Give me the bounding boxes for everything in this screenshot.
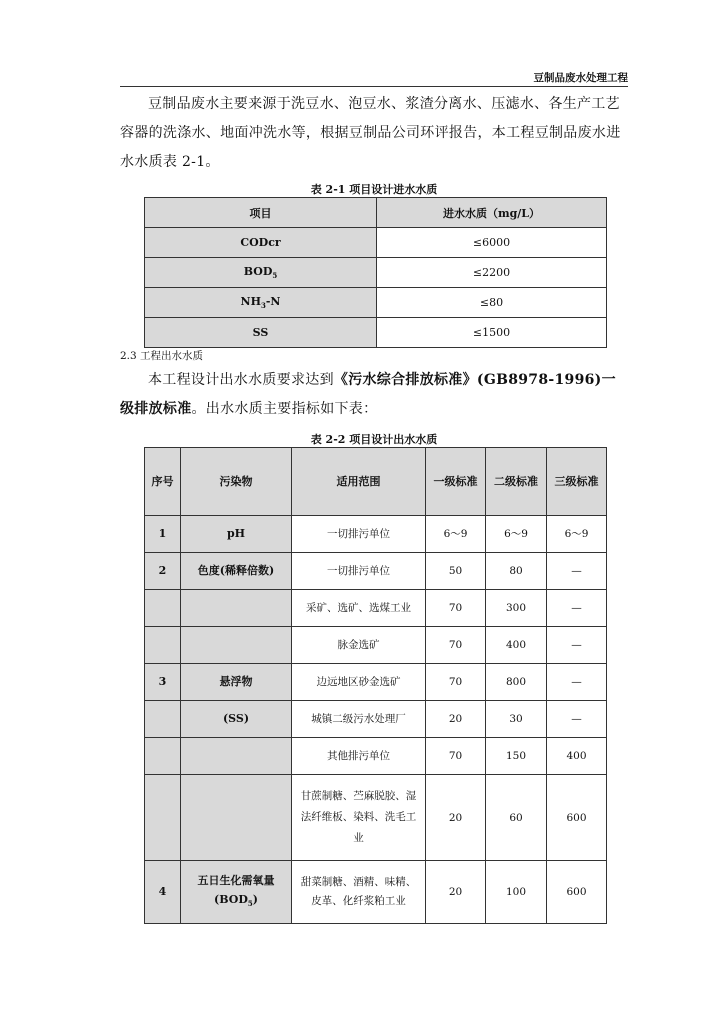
table-cell: 20 bbox=[426, 701, 486, 738]
table-cell: 800 bbox=[486, 664, 547, 701]
table-cell: ≤2200 bbox=[377, 258, 607, 288]
table-cell: 6～9 bbox=[486, 516, 547, 553]
table-cell: — bbox=[547, 701, 607, 738]
table-header-row bbox=[145, 448, 607, 516]
table-cell: 城镇二级污水处理厂 bbox=[292, 701, 426, 738]
table-cell: 其他排污单位 bbox=[292, 738, 426, 775]
table-row bbox=[145, 701, 607, 738]
paragraph-text: 。出水水质主要指标如下表： bbox=[191, 401, 378, 417]
table-row bbox=[145, 318, 607, 348]
column-header: 项目 bbox=[145, 198, 377, 228]
table-cell: 20 bbox=[426, 861, 486, 924]
cell-text: ) bbox=[252, 892, 258, 906]
table-cell: 600 bbox=[547, 861, 607, 924]
cell-text: NH bbox=[240, 294, 261, 308]
outflow-paragraph bbox=[120, 366, 630, 424]
table-row bbox=[145, 516, 607, 553]
cell-text: BOD bbox=[243, 264, 273, 278]
table-cell bbox=[181, 738, 292, 775]
table-cell: 70 bbox=[426, 590, 486, 627]
table-cell bbox=[181, 627, 292, 664]
table-cell: 悬浮物 bbox=[181, 664, 292, 701]
column-header: 适用范围 bbox=[292, 448, 426, 516]
table-cell: SS bbox=[145, 318, 377, 348]
table-cell: 一切排污单位 bbox=[292, 516, 426, 553]
table-cell bbox=[145, 701, 181, 738]
table-cell bbox=[145, 627, 181, 664]
table-cell bbox=[145, 775, 181, 861]
column-header: 污染物 bbox=[181, 448, 292, 516]
table-cell: — bbox=[547, 664, 607, 701]
table-cell: 400 bbox=[547, 738, 607, 775]
table-cell: 60 bbox=[486, 775, 547, 861]
table-cell bbox=[145, 590, 181, 627]
table-cell: 6～9 bbox=[547, 516, 607, 553]
inflow-quality-table bbox=[144, 197, 607, 348]
table-cell: 70 bbox=[426, 664, 486, 701]
table-cell: — bbox=[547, 553, 607, 590]
table-row bbox=[145, 861, 607, 924]
subscript: 3 bbox=[260, 301, 266, 311]
table-cell: ≤1500 bbox=[377, 318, 607, 348]
table-cell: 600 bbox=[547, 775, 607, 861]
table-row bbox=[145, 228, 607, 258]
cell-text: -N bbox=[265, 294, 281, 308]
table-cell: 70 bbox=[426, 738, 486, 775]
section-heading: 2.3 工程出水水质 bbox=[120, 350, 204, 362]
table-cell: 3 bbox=[145, 664, 181, 701]
table-cell bbox=[181, 590, 292, 627]
table-row bbox=[145, 258, 607, 288]
subscript: 5 bbox=[247, 899, 253, 909]
table-cell: 80 bbox=[486, 553, 547, 590]
column-header: 进水水质（mg/L） bbox=[377, 198, 607, 228]
table-cell: — bbox=[547, 590, 607, 627]
table-cell: 边远地区砂金选矿 bbox=[292, 664, 426, 701]
table-cell: pH bbox=[181, 516, 292, 553]
table-cell: 4 bbox=[145, 861, 181, 924]
table-row bbox=[145, 664, 607, 701]
table-cell: 400 bbox=[486, 627, 547, 664]
table-cell: ≤80 bbox=[377, 288, 607, 318]
standard-name: 《污水综合排放标准》(GB8978-1996)一级排放标准 bbox=[120, 372, 616, 417]
table-cell: 300 bbox=[486, 590, 547, 627]
table-cell: — bbox=[547, 627, 607, 664]
table-cell: 150 bbox=[486, 738, 547, 775]
table-cell: (SS) bbox=[181, 701, 292, 738]
outflow-quality-table bbox=[144, 447, 607, 924]
table-row bbox=[145, 590, 607, 627]
subscript: 5 bbox=[272, 271, 278, 281]
table-cell: 50 bbox=[426, 553, 486, 590]
column-header: 二级标准 bbox=[486, 448, 547, 516]
page-header: 豆制品废水处理工程 bbox=[120, 70, 628, 87]
table-cell: 色度(稀释倍数) bbox=[181, 553, 292, 590]
table-cell: 6～9 bbox=[426, 516, 486, 553]
table-cell: 采矿、选矿、选煤工业 bbox=[292, 590, 426, 627]
table-cell bbox=[145, 288, 377, 318]
table1-caption: 表 2-1 项目设计进水水质 bbox=[310, 183, 438, 196]
table-cell bbox=[181, 861, 292, 924]
table-cell: 30 bbox=[486, 701, 547, 738]
column-header: 序号 bbox=[145, 448, 181, 516]
table-cell: 2 bbox=[145, 553, 181, 590]
cell-text: 五日生化需氧量 bbox=[197, 873, 275, 887]
table-row bbox=[145, 553, 607, 590]
table-cell: 100 bbox=[486, 861, 547, 924]
table-cell: 脉金选矿 bbox=[292, 627, 426, 664]
table-header-row bbox=[145, 198, 607, 228]
table-cell: 甘蔗制糖、苎麻脱胶、湿法纤维板、染料、洗毛工业 bbox=[292, 775, 426, 861]
table-row bbox=[145, 775, 607, 861]
table-cell: ≤6000 bbox=[377, 228, 607, 258]
paragraph-text: 本工程设计出水水质要求达到 bbox=[148, 372, 334, 388]
table-cell: 1 bbox=[145, 516, 181, 553]
column-header: 一级标准 bbox=[426, 448, 486, 516]
column-header: 三级标准 bbox=[547, 448, 607, 516]
table-cell bbox=[145, 258, 377, 288]
table-cell: 70 bbox=[426, 627, 486, 664]
table-cell: CODcr bbox=[145, 228, 377, 258]
intro-paragraph: 豆制品废水主要来源于洗豆水、泡豆水、浆渣分离水、压滤水、各生产工艺容器的洗涤水、地面冲洗水等，根据豆制品公司环评报告，本工程豆制品废水进水水质表 2-1。 bbox=[120, 96, 621, 170]
table-cell: 甜菜制糖、酒精、味精、皮革、化纤浆粕工业 bbox=[292, 861, 426, 924]
table-cell bbox=[181, 775, 292, 861]
table-cell bbox=[145, 738, 181, 775]
cell-text: (BOD bbox=[214, 892, 248, 906]
table-row bbox=[145, 738, 607, 775]
table-row bbox=[145, 627, 607, 664]
table-row bbox=[145, 288, 607, 318]
table2-caption: 表 2-2 项目设计出水水质 bbox=[310, 433, 438, 446]
table-cell: 一切排污单位 bbox=[292, 553, 426, 590]
table-cell: 20 bbox=[426, 775, 486, 861]
